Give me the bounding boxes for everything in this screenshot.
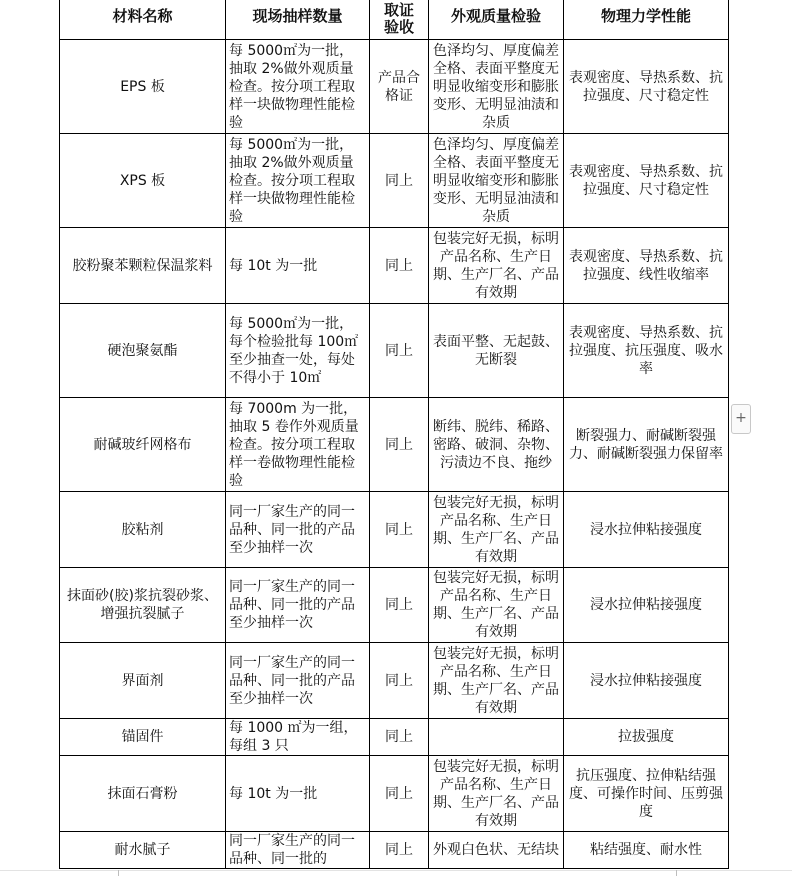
physical-properties-cell: 浸水拉伸粘接强度 <box>564 643 729 719</box>
header-certificate-acceptance <box>370 0 429 40</box>
sample-quantity-cell: 同一厂家生产的同一品种、同一批的产品至少抽样一次 <box>226 643 370 719</box>
physical-properties-cell: 浸水拉伸粘接强度 <box>564 568 729 643</box>
sample-quantity-cell: 同一厂家生产的同一品种、同一批的产品至少抽样一次 <box>226 568 370 643</box>
material-name-cell: EPS 板 <box>60 40 226 134</box>
ruler-tick <box>676 870 677 876</box>
physical-properties-cell: 粘结强度、耐水性 <box>564 832 729 869</box>
material-name-cell: XPS 板 <box>60 134 226 228</box>
physical-properties-cell: 浸水拉伸粘接强度 <box>564 492 729 568</box>
table-row <box>60 756 729 832</box>
material-name-cell: 硬泡聚氨酯 <box>60 304 226 398</box>
acceptance-cell: 同上 <box>370 398 429 492</box>
sample-quantity-cell: 每 1000 ㎡为一组，每组 3 只 <box>226 719 370 756</box>
appearance-cell <box>429 719 564 756</box>
sample-quantity-cell: 每 5000㎡为一批，每个检验批每 100㎡至少抽查一处，每处不得小于 10㎡ <box>226 304 370 398</box>
table-row <box>60 40 729 134</box>
header-appearance-inspection: 外观质量检验 <box>429 0 564 40</box>
table-row <box>60 492 729 568</box>
material-name-cell: 锚固件 <box>60 719 226 756</box>
table-row <box>60 719 729 756</box>
sample-quantity-cell: 同一厂家生产的同一品种、同一批的 <box>226 832 370 869</box>
appearance-cell: 包装完好无损，标明产品名称、生产日期、生产厂名、产品有效期 <box>429 568 564 643</box>
ruler-tick <box>118 870 119 876</box>
appearance-cell: 包装完好无损，标明产品名称、生产日期、生产厂名、产品有效期 <box>429 756 564 832</box>
table-row <box>60 643 729 719</box>
acceptance-cell: 同上 <box>370 134 429 228</box>
sample-quantity-cell: 每 7000m 为一批，抽取 5 卷作外观质量检查。按分项工程取样一卷做物理性能检验 <box>226 398 370 492</box>
acceptance-cell: 同上 <box>370 304 429 398</box>
table-row <box>60 134 729 228</box>
physical-properties-cell: 表观密度、导热系数、抗拉强度、抗压强度、吸水率 <box>564 304 729 398</box>
appearance-cell: 色泽均匀、厚度偏差全格、表面平整度无明显收缩变形和膨胀变形、无明显油渍和杂质 <box>429 134 564 228</box>
acceptance-cell: 同上 <box>370 756 429 832</box>
material-name-cell: 胶粘剂 <box>60 492 226 568</box>
sample-quantity-cell: 每 5000㎡为一批，抽取 2%做外观质量检查。按分项工程取样一块做物理性能检验 <box>226 134 370 228</box>
material-name-cell: 界面剂 <box>60 643 226 719</box>
appearance-cell: 色泽均匀、厚度偏差全格、表面平整度无明显收缩变形和膨胀变形、无明显油渍和杂质 <box>429 40 564 134</box>
physical-properties-cell: 断裂强力、耐碱断裂强力、耐碱断裂强力保留率 <box>564 398 729 492</box>
acceptance-cell: 同上 <box>370 492 429 568</box>
table-row <box>60 832 729 869</box>
material-name-cell: 耐水腻子 <box>60 832 226 869</box>
table-row <box>60 398 729 492</box>
appearance-cell: 包装完好无损，标明产品名称、生产日期、生产厂名、产品有效期 <box>429 643 564 719</box>
material-name-cell: 胶粉聚苯颗粒保温浆料 <box>60 228 226 304</box>
add-row-button[interactable]: + <box>731 404 751 434</box>
appearance-cell: 包装完好无损，标明产品名称、生产日期、生产厂名、产品有效期 <box>429 492 564 568</box>
material-name-cell: 耐碱玻纤网格布 <box>60 398 226 492</box>
acceptance-cell: 产品合格证 <box>370 40 429 134</box>
table-row <box>60 228 729 304</box>
acceptance-cell: 同上 <box>370 832 429 869</box>
header-physical-properties: 物理力学性能 <box>564 0 729 40</box>
sample-quantity-cell: 每 10t 为一批 <box>226 756 370 832</box>
table-row <box>60 304 729 398</box>
sample-quantity-cell: 每 5000㎡为一批，抽取 2%做外观质量检查。按分项工程取样一块做物理性能检验 <box>226 40 370 134</box>
acceptance-cell: 同上 <box>370 719 429 756</box>
physical-properties-cell: 表观密度、导热系数、抗拉强度、尺寸稳定性 <box>564 40 729 134</box>
acceptance-cell: 同上 <box>370 643 429 719</box>
appearance-cell: 断纬、脱纬、稀路、密路、破洞、杂物、污渍边不良、拖纱 <box>429 398 564 492</box>
header-sample-quantity: 现场抽样数量 <box>226 0 370 40</box>
header-certificate-acceptance-text: 取证 验收 <box>383 1 414 36</box>
material-name-cell: 抹面石膏粉 <box>60 756 226 832</box>
header-material-name: 材料名称 <box>60 0 226 40</box>
material-name-cell: 抹面砂(胶)浆抗裂砂浆、增强抗裂腻子 <box>60 568 226 643</box>
appearance-cell: 包装完好无损，标明产品名称、生产日期、生产厂名、产品有效期 <box>429 228 564 304</box>
table-row <box>60 568 729 643</box>
physical-properties-cell: 抗压强度、拉伸粘结强度、可操作时间、压剪强度 <box>564 756 729 832</box>
acceptance-cell: 同上 <box>370 228 429 304</box>
physical-properties-cell: 表观密度、导热系数、抗拉强度、尺寸稳定性 <box>564 134 729 228</box>
header-row <box>60 0 729 40</box>
physical-properties-cell: 表观密度、导热系数、抗拉强度、线性收缩率 <box>564 228 729 304</box>
appearance-cell: 表面平整、无起鼓、无断裂 <box>429 304 564 398</box>
acceptance-cell: 同上 <box>370 568 429 643</box>
material-inspection-table <box>59 0 729 869</box>
sample-quantity-cell: 每 10t 为一批 <box>226 228 370 304</box>
physical-properties-cell: 拉拔强度 <box>564 719 729 756</box>
appearance-cell: 外观白色状、无结块 <box>429 832 564 869</box>
sample-quantity-cell: 同一厂家生产的同一品种、同一批的产品至少抽样一次 <box>226 492 370 568</box>
